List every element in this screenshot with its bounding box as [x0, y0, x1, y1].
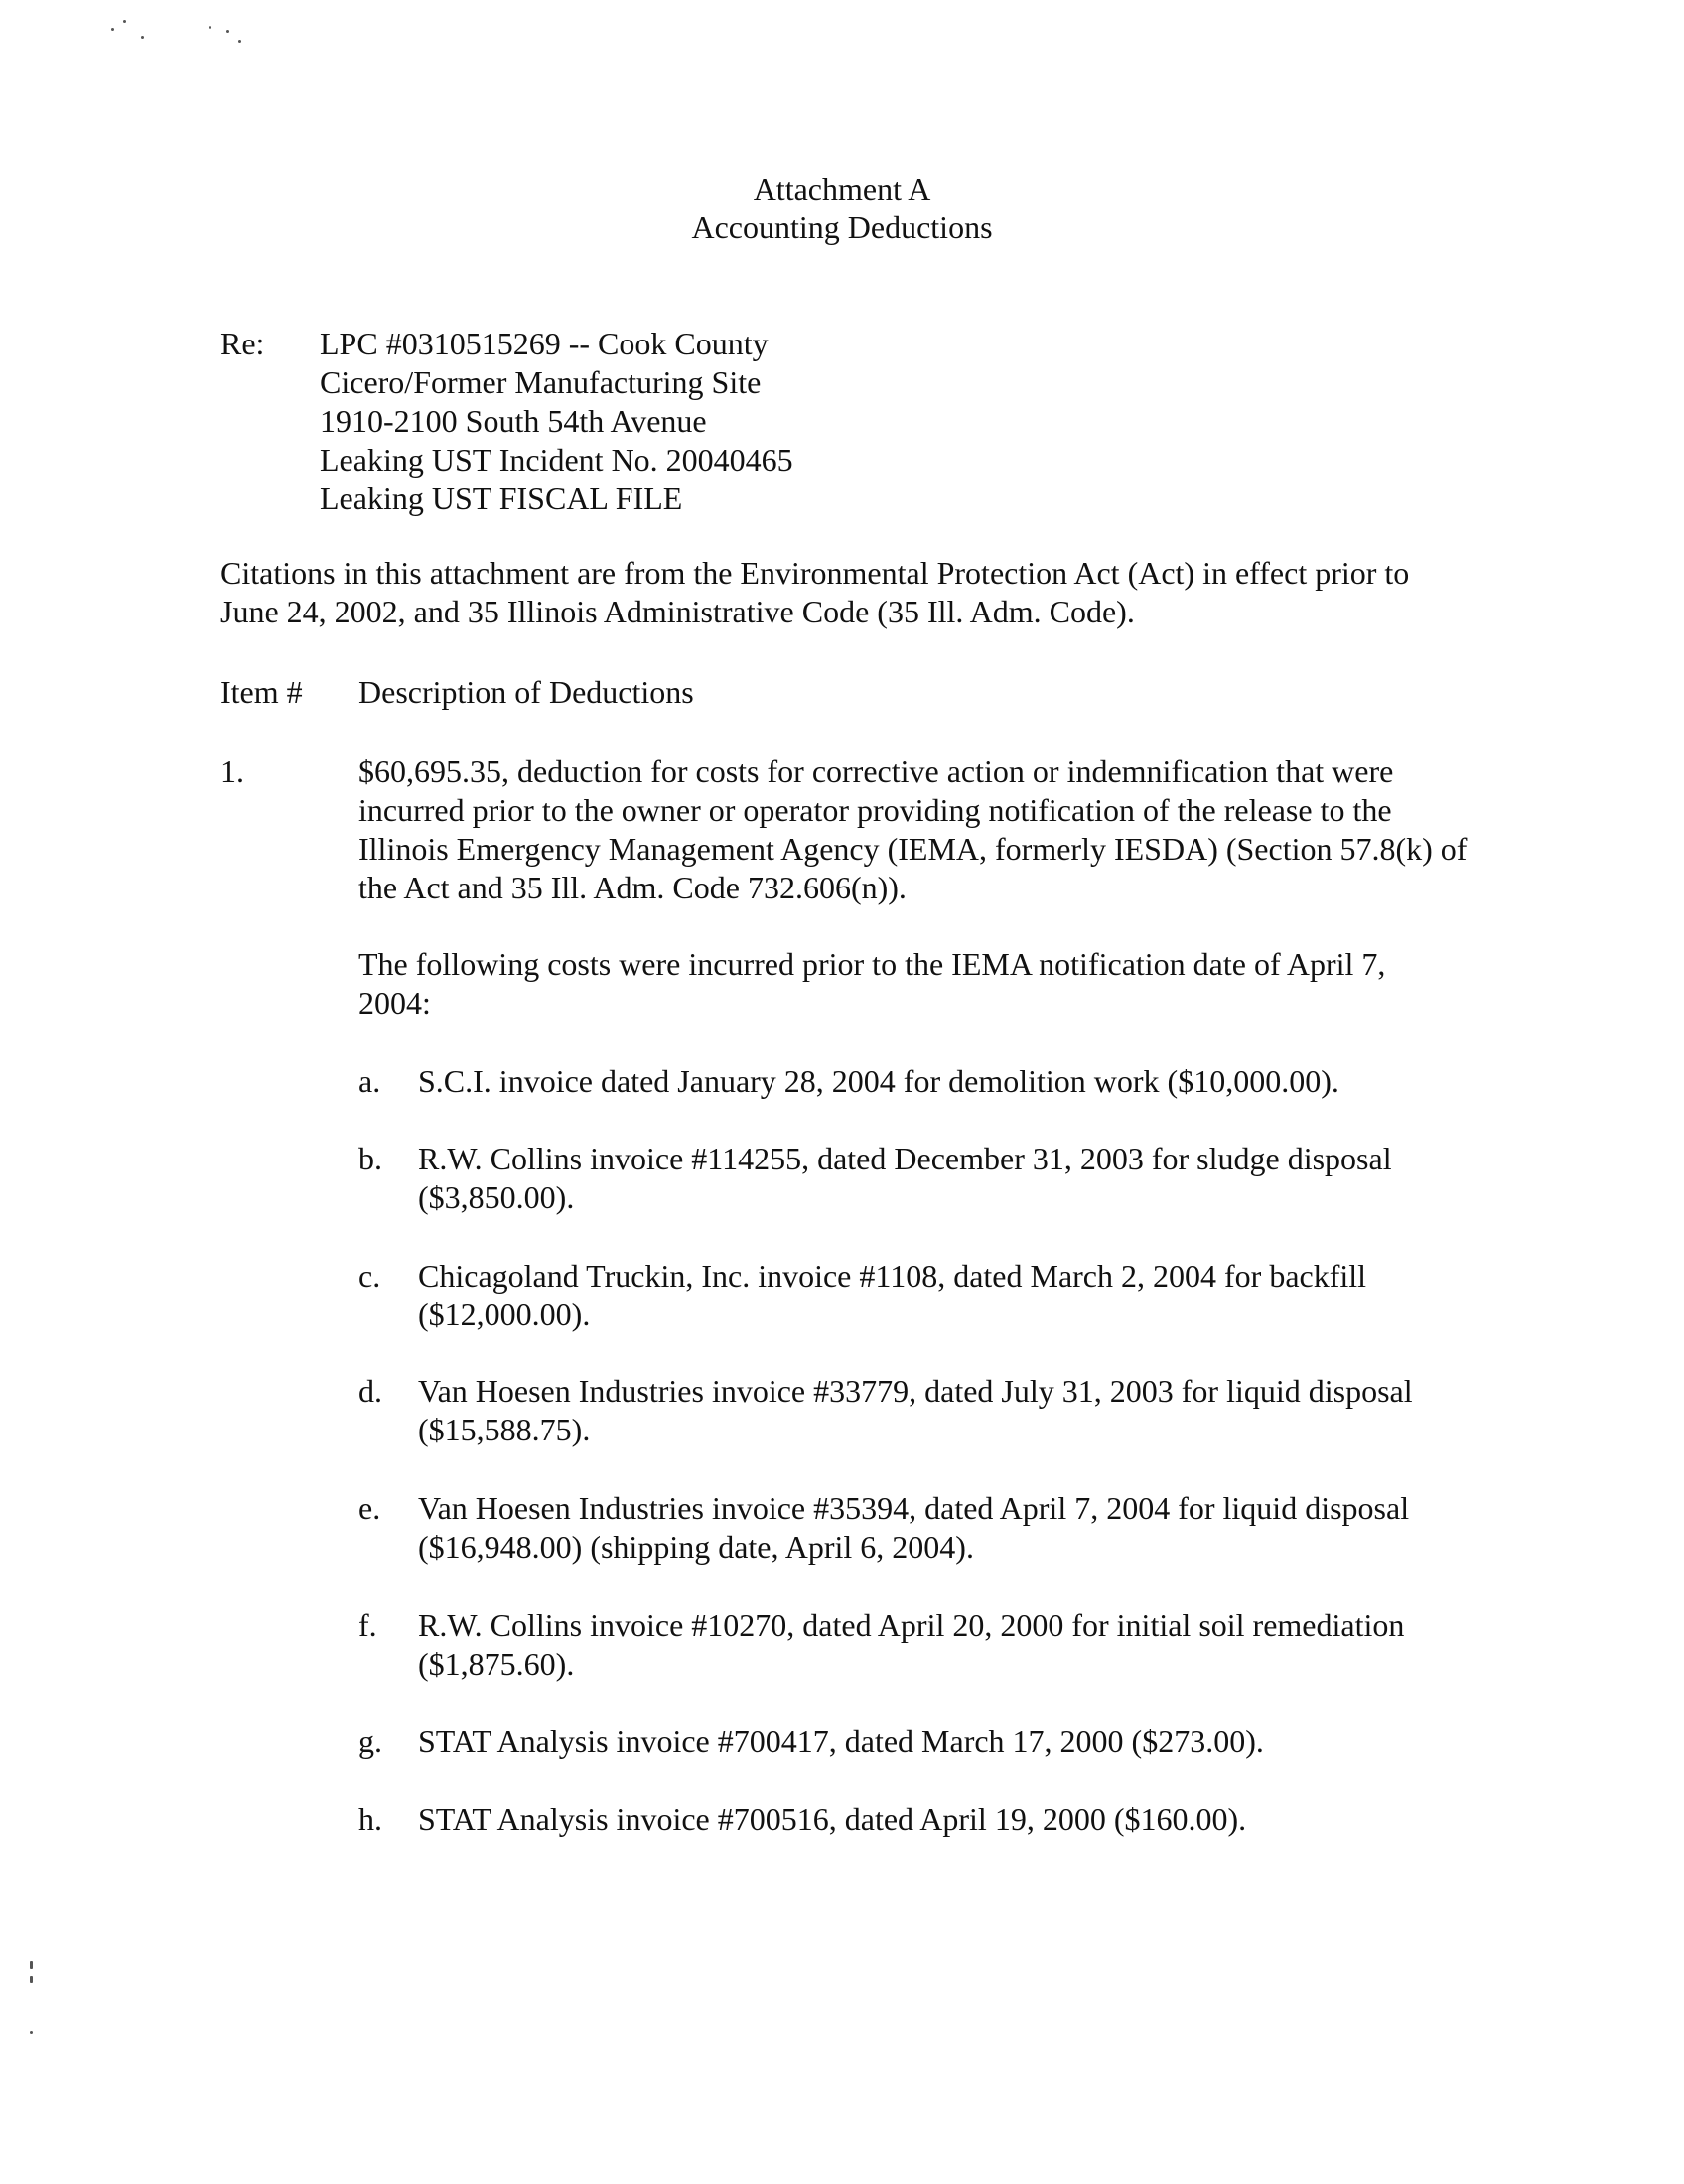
subitem-letter: b.: [358, 1141, 382, 1176]
item-description-line: $60,695.35, deduction for costs for corrective action or indemnification that were: [358, 753, 1394, 789]
subitem-line: R.W. Collins invoice #114255, dated December 31, 2003 for sludge disposal: [418, 1141, 1392, 1176]
subitem-letter: e.: [358, 1490, 381, 1526]
subitem-line: ($16,948.00) (shipping date, April 6, 2004).: [418, 1529, 974, 1565]
subitem-line: Van Hoesen Industries invoice #35394, dated April 7, 2004 for liquid disposal: [418, 1490, 1410, 1526]
subitem-line: Chicagoland Truckin, Inc. invoice #1108, dated March 2, 2004 for backfill: [418, 1258, 1367, 1294]
subitem-line: ($12,000.00).: [418, 1297, 591, 1332]
subitem-text: [418, 1140, 1392, 1217]
subitem-letter: h.: [358, 1801, 382, 1837]
subitem-text: [418, 1062, 1339, 1101]
scan-speck: [30, 1961, 33, 1969]
subitem-line: ($1,875.60).: [418, 1646, 575, 1682]
re-line: LPC #0310515269 -- Cook County: [320, 326, 769, 361]
scan-speck: [30, 2031, 33, 2034]
subitem-text: [418, 1722, 1264, 1761]
subitem-text: [418, 1606, 1404, 1684]
scan-speck: [226, 30, 229, 33]
scan-speck: [238, 40, 241, 43]
subitem-line: S.C.I. invoice dated January 28, 2004 for demolition work ($10,000.00).: [418, 1063, 1339, 1099]
subitem-text: [418, 1489, 1409, 1567]
item-description-line: the Act and 35 Ill. Adm. Code 732.606(n)).: [358, 870, 907, 905]
subitem-letter: c.: [358, 1258, 381, 1294]
scan-speck: [141, 36, 144, 39]
subitem-line: Van Hoesen Industries invoice #33779, dated July 31, 2003 for liquid disposal: [418, 1373, 1413, 1409]
intro-line: 2004:: [358, 985, 431, 1021]
scan-speck: [123, 20, 126, 23]
item-description-line: Illinois Emergency Management Agency (IEMA, formerly IESDA) (Section 57.8(k) of: [358, 831, 1468, 867]
subitem-line: ($15,588.75).: [418, 1412, 591, 1447]
subitem-text: [418, 1372, 1413, 1449]
subitem-line: STAT Analysis invoice #700516, dated April 19, 2000 ($160.00).: [418, 1801, 1247, 1837]
subitem-letter: d.: [358, 1373, 382, 1409]
item-description-line: incurred prior to the owner or operator providing notification of the release to the: [358, 792, 1392, 828]
re-label: Re:: [220, 326, 265, 361]
subitem-line: R.W. Collins invoice #10270, dated April 20, 2000 for initial soil remediation: [418, 1607, 1405, 1643]
re-block: [320, 325, 793, 518]
re-line: Leaking UST FISCAL FILE: [320, 480, 683, 516]
subitem-line: ($3,850.00).: [418, 1179, 575, 1215]
scan-speck: [111, 28, 114, 31]
subitem-line: STAT Analysis invoice #700417, dated March 17, 2000 ($273.00).: [418, 1723, 1264, 1759]
re-line: Leaking UST Incident No. 20040465: [320, 442, 793, 478]
item-description: [358, 752, 1467, 907]
intro-paragraph: [358, 945, 1385, 1023]
subitem-text: [418, 1800, 1246, 1839]
item-column-header: Item #: [220, 674, 303, 710]
citations-line: June 24, 2002, and 35 Illinois Administrative Code (35 Ill. Adm. Code).: [220, 594, 1135, 629]
subitem-letter: a.: [358, 1063, 381, 1099]
attachment-title: Attachment A: [753, 171, 931, 206]
subitem-text: [418, 1257, 1366, 1334]
scan-speck: [30, 1976, 33, 1983]
re-line: Cicero/Former Manufacturing Site: [320, 364, 762, 400]
attachment-subtitle: Accounting Deductions: [691, 209, 993, 245]
scan-speck: [209, 26, 211, 29]
subitem-letter: g.: [358, 1723, 382, 1759]
citations-paragraph: [220, 554, 1409, 631]
item-number: 1.: [220, 753, 244, 789]
re-line: 1910-2100 South 54th Avenue: [320, 403, 707, 439]
intro-line: The following costs were incurred prior to the IEMA notification date of April 7,: [358, 946, 1386, 982]
citations-line: Citations in this attachment are from the Environmental Protection Act (Act) in effect prior to: [220, 555, 1410, 591]
subitem-letter: f.: [358, 1607, 377, 1643]
description-column-header: Description of Deductions: [358, 674, 694, 710]
